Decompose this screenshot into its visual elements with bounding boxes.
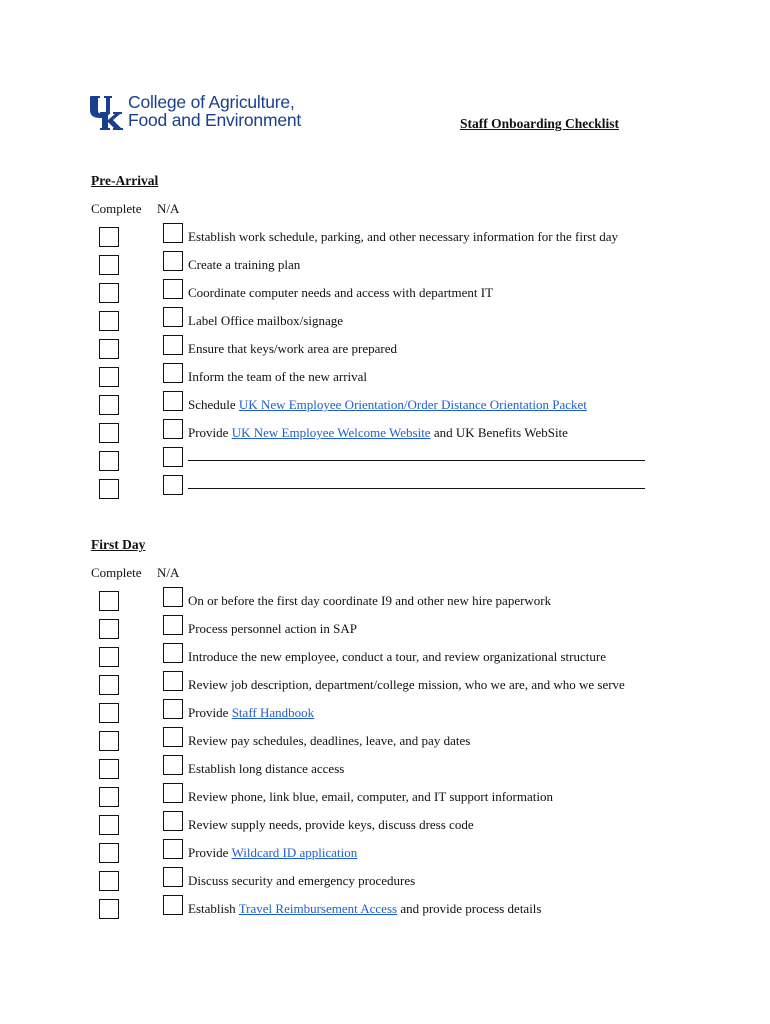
first-day-item-text	[188, 845, 357, 861]
item-label-suffix: and provide process details	[397, 901, 542, 916]
item-label: Process personnel action in SAP	[188, 621, 357, 636]
item-label: Provide	[188, 705, 232, 720]
item-link[interactable]: Travel Reimbursement Access	[238, 901, 398, 916]
first-day-na-checkbox[interactable]	[163, 727, 183, 747]
item-label: Review job description, department/college mission, who we are, and who we serve	[188, 677, 625, 692]
logo-line-2: Food and Environment	[128, 110, 302, 130]
pre-arrival-complete-checkbox[interactable]	[99, 339, 119, 359]
first-day-na-checkbox[interactable]	[163, 783, 183, 803]
item-link[interactable]: Staff Handbook	[231, 705, 315, 720]
first-day-na-checkbox[interactable]	[163, 643, 183, 663]
first-day-na-checkbox[interactable]	[163, 671, 183, 691]
first-day-item-text	[188, 901, 541, 917]
pre-arrival-na-checkbox[interactable]	[163, 363, 183, 383]
item-label: Provide	[188, 845, 232, 860]
pre-arrival-heading: Pre-Arrival	[91, 173, 159, 188]
first-day-complete-header: Complete	[91, 565, 142, 580]
item-link[interactable]: UK New Employee Orientation/Order Distance Orientation Packet	[238, 397, 587, 412]
first-day-item-text	[188, 621, 357, 637]
first-day-complete-checkbox[interactable]	[99, 787, 119, 807]
item-label-suffix: and UK Benefits WebSite	[430, 425, 568, 440]
first-day-na-checkbox[interactable]	[163, 755, 183, 775]
pre-arrival-complete-checkbox[interactable]	[99, 423, 119, 443]
item-label: Establish long distance access	[188, 761, 345, 776]
item-label: Review phone, link blue, email, computer, and IT support information	[188, 789, 553, 804]
pre-arrival-complete-checkbox[interactable]	[99, 479, 119, 499]
pre-arrival-complete-checkbox[interactable]	[99, 227, 119, 247]
logo-wordmark	[128, 93, 301, 129]
first-day-complete-checkbox[interactable]	[99, 759, 119, 779]
first-day-complete-checkbox[interactable]	[99, 703, 119, 723]
pre-arrival-complete-checkbox[interactable]	[99, 283, 119, 303]
first-day-item-text	[188, 817, 474, 833]
uk-logo	[90, 93, 310, 133]
pre-arrival-blank-line[interactable]	[188, 488, 645, 489]
first-day-item-text	[188, 789, 553, 805]
first-day-na-checkbox[interactable]	[163, 867, 183, 887]
first-day-complete-checkbox[interactable]	[99, 843, 119, 863]
first-day-complete-checkbox[interactable]	[99, 731, 119, 751]
item-label: Establish work schedule, parking, and other necessary information for the first day	[188, 229, 618, 244]
first-day-complete-checkbox[interactable]	[99, 815, 119, 835]
pre-arrival-complete-checkbox[interactable]	[99, 311, 119, 331]
pre-arrival-complete-checkbox[interactable]	[99, 451, 119, 471]
item-label: Create a training plan	[188, 257, 301, 272]
first-day-complete-checkbox[interactable]	[99, 899, 119, 919]
pre-arrival-complete-checkbox[interactable]	[99, 395, 119, 415]
pre-arrival-item-text	[188, 341, 397, 357]
first-day-item-text	[188, 873, 415, 889]
pre-arrival-na-checkbox[interactable]	[163, 391, 183, 411]
pre-arrival-complete-checkbox[interactable]	[99, 367, 119, 387]
page-title: Staff Onboarding Checklist	[460, 116, 620, 131]
pre-arrival-item-text	[188, 369, 367, 385]
pre-arrival-na-checkbox[interactable]	[163, 251, 183, 271]
pre-arrival-na-header: N/A	[157, 201, 180, 216]
item-label: Provide	[188, 425, 232, 440]
first-day-complete-checkbox[interactable]	[99, 647, 119, 667]
item-link[interactable]: UK New Employee Welcome Website	[231, 425, 431, 440]
first-day-na-checkbox[interactable]	[163, 615, 183, 635]
pre-arrival-item-text	[188, 425, 568, 441]
first-day-item-text	[188, 593, 551, 609]
item-label: Label Office mailbox/signage	[188, 313, 343, 328]
pre-arrival-na-checkbox[interactable]	[163, 223, 183, 243]
first-day-item-text	[188, 761, 344, 777]
first-day-item-text	[188, 733, 470, 749]
pre-arrival-na-checkbox[interactable]	[163, 335, 183, 355]
item-label: Review supply needs, provide keys, discuss dress code	[188, 817, 474, 832]
first-day-item-text	[188, 677, 625, 693]
pre-arrival-na-checkbox[interactable]	[163, 447, 183, 467]
first-day-na-header: N/A	[157, 565, 180, 580]
logo-line-1: College of Agriculture,	[128, 92, 295, 112]
pre-arrival-na-checkbox[interactable]	[163, 419, 183, 439]
pre-arrival-na-checkbox[interactable]	[163, 475, 183, 495]
first-day-item-text	[188, 705, 314, 721]
first-day-na-checkbox[interactable]	[163, 839, 183, 859]
pre-arrival-item-text	[188, 229, 618, 245]
first-day-na-checkbox[interactable]	[163, 587, 183, 607]
first-day-na-checkbox[interactable]	[163, 895, 183, 915]
item-label: Establish	[188, 901, 239, 916]
pre-arrival-na-checkbox[interactable]	[163, 307, 183, 327]
first-day-item-text	[188, 649, 606, 665]
item-label: On or before the first day coordinate I9 and other new hire paperwork	[188, 593, 552, 608]
first-day-complete-checkbox[interactable]	[99, 871, 119, 891]
uk-logo-mark-icon	[90, 93, 126, 131]
first-day-complete-checkbox[interactable]	[99, 591, 119, 611]
item-label: Schedule	[188, 397, 239, 412]
item-label: Discuss security and emergency procedures	[188, 873, 416, 888]
item-link[interactable]: Wildcard ID application	[231, 845, 358, 860]
pre-arrival-blank-line[interactable]	[188, 460, 645, 461]
item-label: Ensure that keys/work area are prepared	[188, 341, 397, 356]
first-day-complete-checkbox[interactable]	[99, 675, 119, 695]
first-day-heading: First Day	[91, 537, 146, 552]
item-label: Coordinate computer needs and access with department IT	[188, 285, 494, 300]
pre-arrival-item-text	[188, 285, 493, 301]
item-label: Inform the team of the new arrival	[188, 369, 368, 384]
pre-arrival-complete-checkbox[interactable]	[99, 255, 119, 275]
pre-arrival-item-text	[188, 313, 343, 329]
pre-arrival-complete-header: Complete	[91, 201, 142, 216]
pre-arrival-na-checkbox[interactable]	[163, 279, 183, 299]
first-day-na-checkbox[interactable]	[163, 811, 183, 831]
item-label: Introduce the new employee, conduct a tour, and review organizational structure	[188, 649, 606, 664]
first-day-na-checkbox[interactable]	[163, 699, 183, 719]
first-day-complete-checkbox[interactable]	[99, 619, 119, 639]
pre-arrival-item-text	[188, 397, 587, 413]
pre-arrival-item-text	[188, 257, 300, 273]
item-label: Review pay schedules, deadlines, leave, and pay dates	[188, 733, 471, 748]
